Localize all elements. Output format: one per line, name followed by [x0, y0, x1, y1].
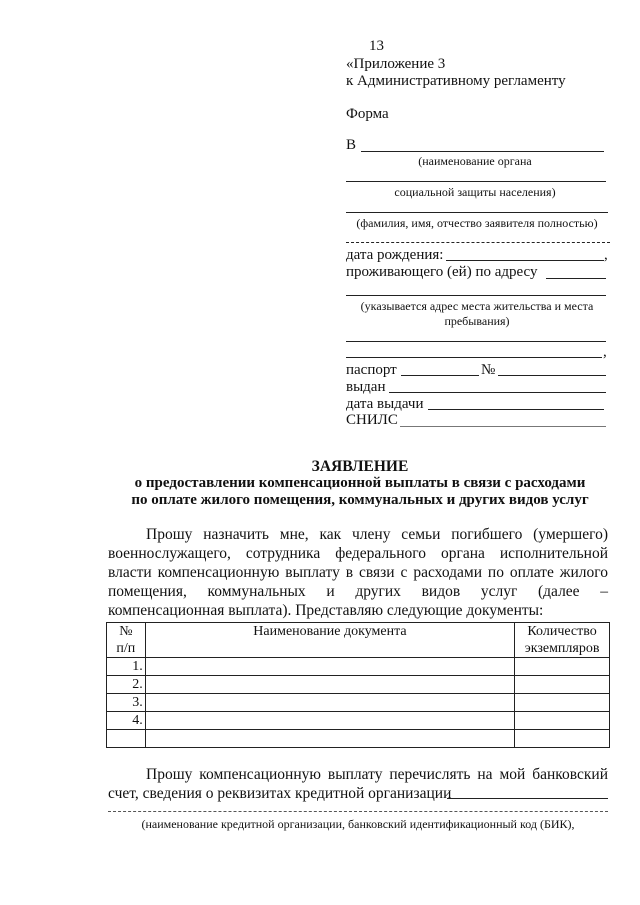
document-qty-cell[interactable]	[515, 730, 610, 748]
address-line-4[interactable]	[346, 357, 602, 358]
table-row	[107, 712, 610, 730]
bank-request-line-1: Прошу компенсационную выплату перечислять на мой банковский	[146, 766, 608, 783]
to-prefix: В	[346, 137, 357, 153]
row-number: 1.	[107, 658, 146, 676]
bank-details-line-2[interactable]	[108, 811, 608, 812]
appendix-line-2: к Административному регламенту	[346, 73, 566, 89]
col-name-header: Наименование документа	[145, 623, 514, 658]
address-line-3[interactable]	[346, 341, 606, 342]
issued-line[interactable]	[389, 392, 606, 393]
snils-line[interactable]	[400, 426, 606, 427]
document-qty-cell[interactable]	[515, 676, 610, 694]
bank-details-line-1[interactable]	[447, 798, 608, 799]
fio-line[interactable]	[346, 212, 608, 213]
document-name-cell[interactable]	[145, 694, 514, 712]
request-paragraph: Прошу назначить мне, как члену семьи погибшего (умершего) военнослужащего, сотрудника федерального органа исполнительной власти компенсационную выплату в связи с расходами по оплате жилого помещения, коммунальных и других видов услуг (далее – компенсационная выплата). Представляю следующие документы:	[108, 526, 608, 619]
document-name-cell[interactable]	[145, 712, 514, 730]
row-number: 2.	[107, 676, 146, 694]
address-line-1[interactable]	[546, 278, 606, 279]
documents-table	[106, 622, 610, 748]
col-number-line-2: п/п	[116, 641, 136, 656]
document-name-cell[interactable]	[145, 676, 514, 694]
row-number: 4.	[107, 712, 146, 730]
form-label: Форма	[346, 106, 389, 122]
statement-subtitle-2: по оплате жилого помещения, коммунальных и других видов услуг	[131, 492, 589, 508]
address-line-2[interactable]	[346, 295, 606, 296]
issue-date-line[interactable]	[428, 409, 604, 410]
statement-subtitle-1: о предоставлении компенсационной выплаты в связи с расходами	[134, 475, 586, 491]
snils-label: СНИЛС	[346, 412, 398, 428]
table-row	[107, 694, 610, 712]
col-number-line-1: №	[119, 624, 133, 639]
address-hint-1: (указывается адрес места жительства и места	[360, 299, 594, 313]
table-row	[107, 730, 610, 748]
table-row	[107, 658, 610, 676]
address-hint-2: пребывания)	[444, 314, 510, 328]
document-name-cell[interactable]	[145, 658, 514, 676]
document-qty-cell[interactable]	[515, 694, 610, 712]
bank-hint: (наименование кредитной организации, банковский идентификационный код (БИК),	[141, 817, 575, 831]
row-number: 3.	[107, 694, 146, 712]
fio-hint: (фамилия, имя, отчество заявителя полностью)	[356, 216, 598, 230]
passport-series-line[interactable]	[401, 375, 479, 376]
col-qty-header	[515, 623, 610, 658]
col-qty-line-2: экземпляров	[524, 641, 600, 656]
birth-date-label: дата рождения:	[346, 247, 444, 263]
col-number-header	[107, 623, 146, 658]
organ-hint-2: социальной защиты населения)	[394, 185, 556, 199]
passport-label: паспорт	[346, 362, 397, 378]
passport-number-line[interactable]	[498, 375, 606, 376]
document-name-cell[interactable]	[145, 730, 514, 748]
organ-line-2[interactable]	[346, 181, 606, 182]
address-label: проживающего (ей) по адресу	[346, 264, 538, 280]
issue-date-label: дата выдачи	[346, 396, 424, 412]
fio-line-2[interactable]	[346, 242, 610, 243]
table-row	[107, 676, 610, 694]
appendix-line-1: «Приложение 3	[346, 56, 446, 72]
birth-date-line[interactable]	[446, 260, 604, 261]
row-number	[107, 730, 146, 748]
statement-title: ЗАЯВЛЕНИЕ	[311, 458, 409, 475]
address-comma: ,	[603, 344, 607, 360]
organ-hint-1: (наименование органа	[418, 154, 532, 168]
page-number: 13	[369, 38, 384, 54]
issued-label: выдан	[346, 379, 386, 395]
table-header-row	[107, 623, 610, 658]
bank-request-line-2: счет, сведения о реквизитах кредитной организации	[108, 785, 452, 802]
passport-number-label: №	[481, 362, 496, 378]
col-qty-line-1: Количество	[527, 624, 597, 639]
document-qty-cell[interactable]	[515, 658, 610, 676]
organ-line-1[interactable]	[361, 151, 604, 152]
document-qty-cell[interactable]	[515, 712, 610, 730]
birth-date-comma: ,	[604, 247, 608, 263]
